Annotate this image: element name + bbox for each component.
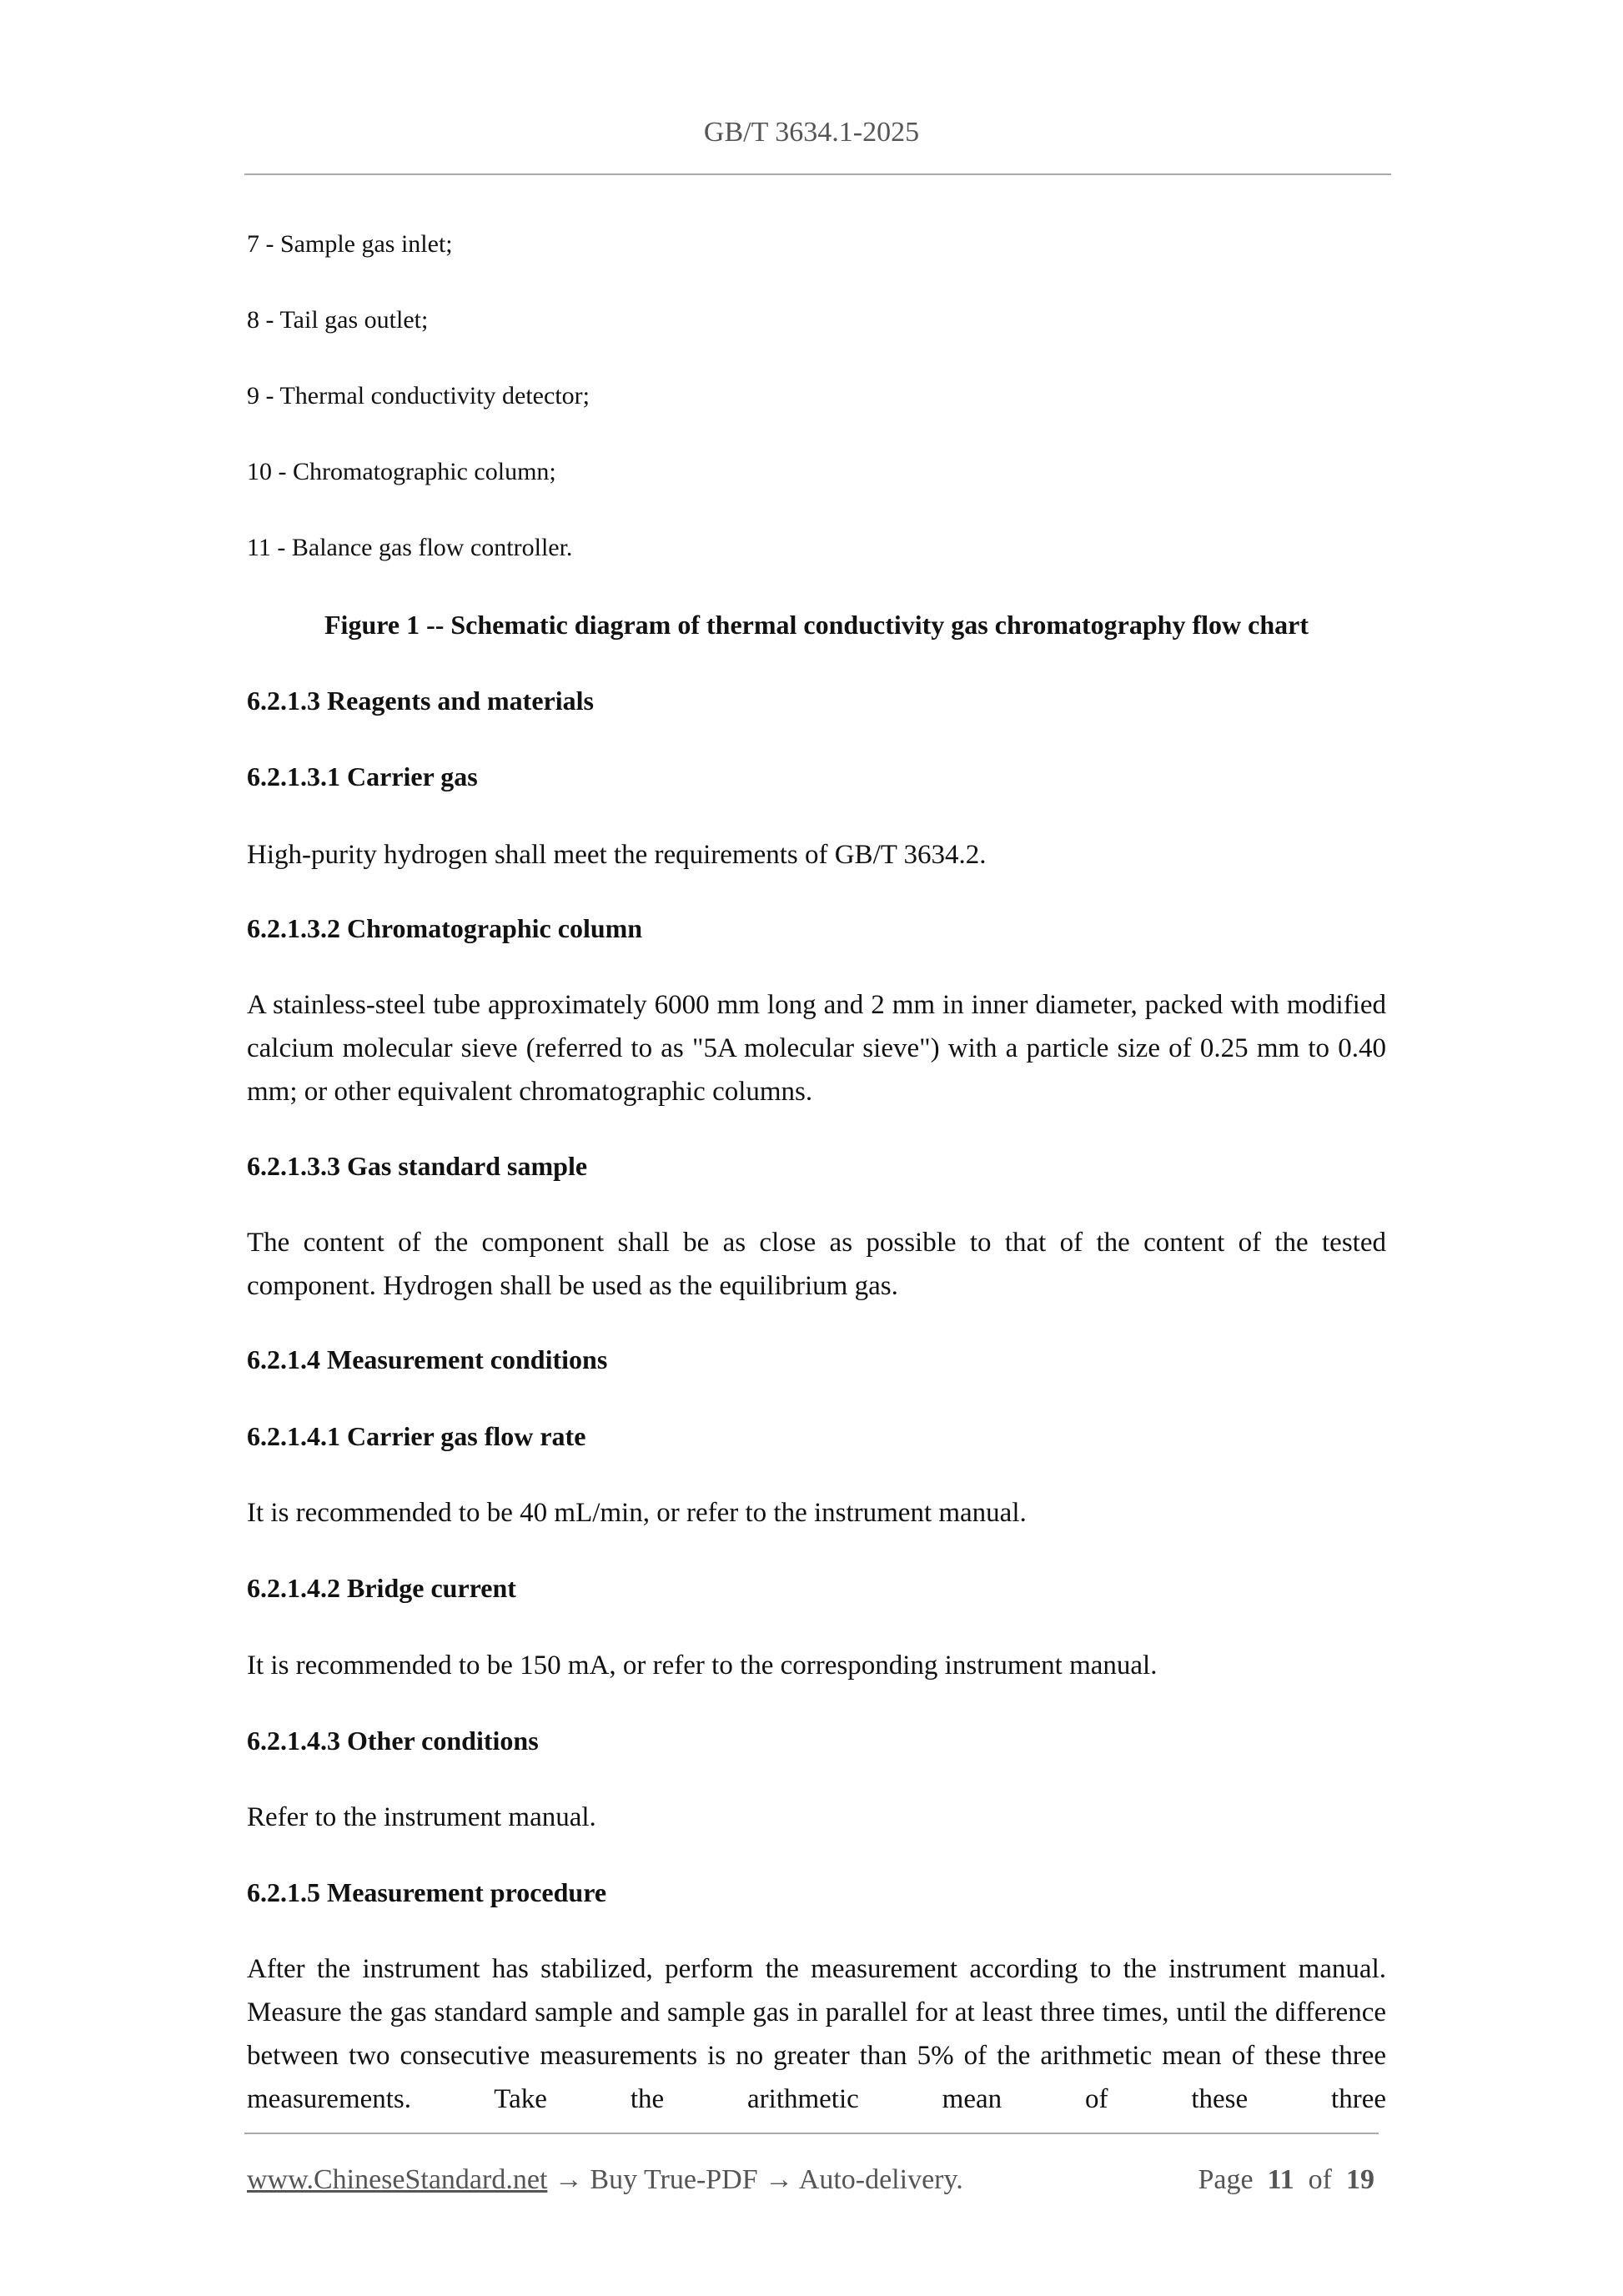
current-page: 11 bbox=[1267, 2164, 1294, 2195]
section-heading: 6.2.1.4.3 Other conditions bbox=[247, 1726, 539, 1756]
paragraph: The content of the component shall be as close as possible to that of the content of the tested component. Hydrogen shall be used as the equilibrium gas. bbox=[247, 1228, 1386, 1301]
legend-item: 10 - Chromatographic column; bbox=[247, 458, 556, 485]
paragraph: A stainless-steel tube approximately 6000 mm long and 2 mm in inner diameter, packed with modified calcium molecular sieve (referred to as "5A molecular sieve") with a particle size of 0.25 mm to 0.40 mm; or other equivalent chromatographic columns. bbox=[247, 990, 1386, 1107]
page-number bbox=[1198, 2164, 1374, 2196]
header-divider bbox=[244, 173, 1391, 175]
section-heading: 6.2.1.3.2 Chromatographic column bbox=[247, 913, 643, 943]
paragraph: It is recommended to be 40 mL/min, or refer to the instrument manual. bbox=[247, 1498, 1027, 1528]
footer-divider bbox=[244, 2133, 1379, 2134]
page-label: Page bbox=[1198, 2164, 1254, 2195]
paragraph: It is recommended to be 150 mA, or refer to the corresponding instrument manual. bbox=[247, 1650, 1158, 1681]
footer-text: → Buy True-PDF → Auto-delivery. bbox=[547, 2164, 963, 2195]
section-heading: 6.2.1.4 Measurement conditions bbox=[247, 1344, 608, 1374]
section-heading: 6.2.1.3 Reagents and materials bbox=[247, 686, 594, 716]
paragraph: After the instrument has stabilized, perform the measurement according to the instrument manual. Measure the gas standard sample and sample gas in parallel for at least three times, until the difference between two consecutive measurements is no greater than 5% of the arithmetic mean of these three measurements. Take the arithmetic mean of these three bbox=[247, 1954, 1386, 2114]
section-heading: 6.2.1.4.2 Bridge current bbox=[247, 1573, 516, 1603]
website-link[interactable]: www.ChineseStandard.net bbox=[247, 2164, 548, 2195]
paragraph: High-purity hydrogen shall meet the requirements of GB/T 3634.2. bbox=[247, 840, 987, 870]
section-heading: 6.2.1.3.3 Gas standard sample bbox=[247, 1151, 588, 1181]
section-heading: 6.2.1.5 Measurement procedure bbox=[247, 1877, 607, 1907]
section-heading: 6.2.1.3.1 Carrier gas bbox=[247, 761, 478, 791]
total-pages: 19 bbox=[1346, 2164, 1374, 2195]
legend-item: 8 - Tail gas outlet; bbox=[247, 306, 429, 334]
of-label: of bbox=[1308, 2164, 1332, 2195]
figure-caption: Figure 1 -- Schematic diagram of thermal conductivity gas chromatography flow chart bbox=[324, 610, 1309, 640]
section-heading: 6.2.1.4.1 Carrier gas flow rate bbox=[247, 1421, 586, 1451]
document-header: GB/T 3634.1-2025 bbox=[703, 117, 920, 148]
page-footer bbox=[247, 2164, 1374, 2196]
legend-item: 11 - Balance gas flow controller. bbox=[247, 534, 573, 561]
legend-item: 9 - Thermal conductivity detector; bbox=[247, 382, 590, 409]
legend-item: 7 - Sample gas inlet; bbox=[247, 230, 453, 258]
paragraph: Refer to the instrument manual. bbox=[247, 1802, 596, 1832]
